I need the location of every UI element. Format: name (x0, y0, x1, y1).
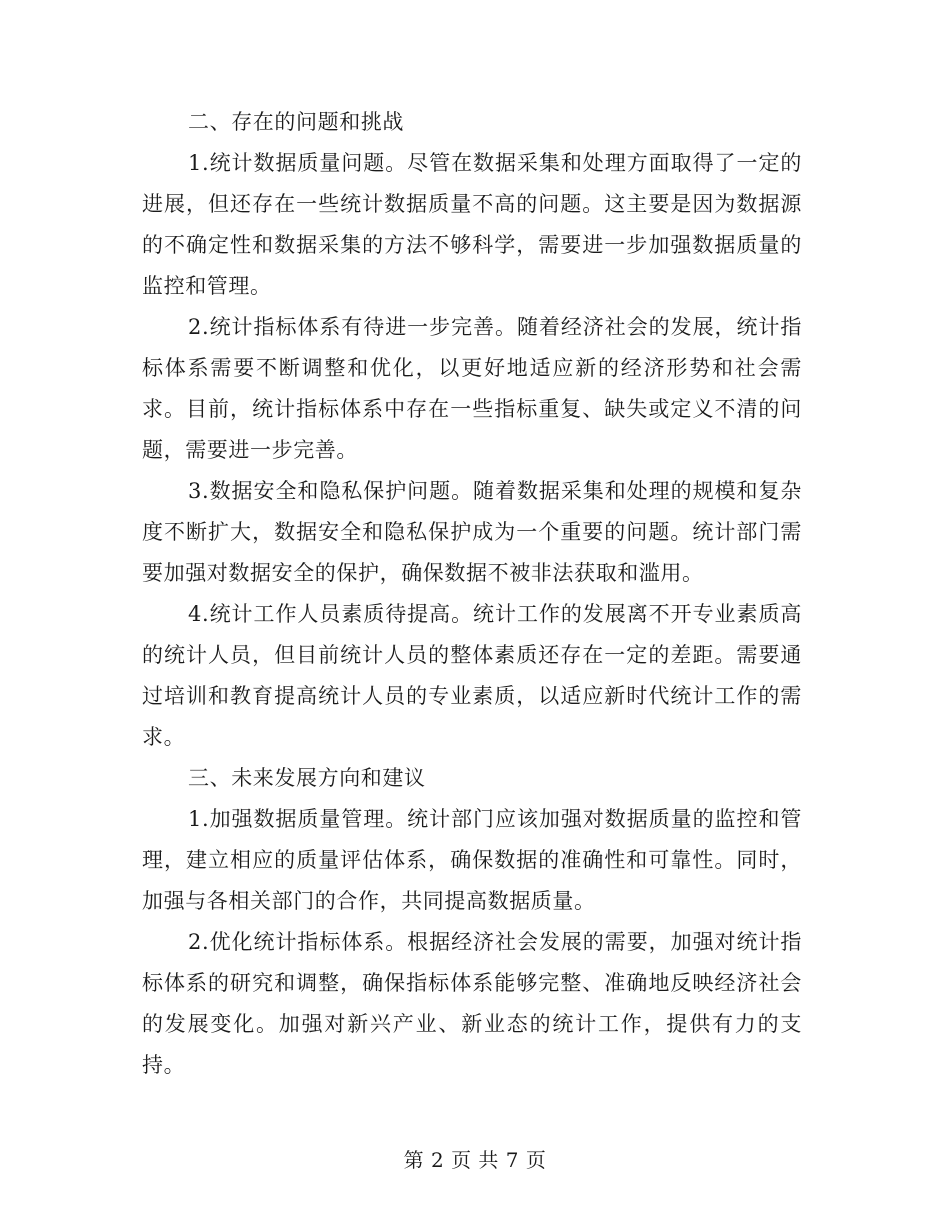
section-heading-future: 三、未来发展方向和建议 (188, 766, 426, 790)
page-number-footer: 第 2 页 共 7 页 (403, 1148, 547, 1172)
paragraph-quality-management: 1.加强数据质量管理。统计部门应该加强对数据质量的监控和管理，建立相应的质量评估体系，确保数据的准确性和可靠性。同时，加强与各相关部门的合作，共同提高数据质量。 (142, 807, 802, 913)
section-heading-problems: 二、存在的问题和挑战 (188, 110, 404, 134)
paragraph-optimize-indicators: 2.优化统计指标体系。根据经济社会发展的需要，加强对统计指标体系的研究和调整，确保指标体系能够完整、准确地反映经济社会的发展变化。加强对新兴产业、新业态的统计工作，提供有力的支持。 (142, 930, 802, 1077)
paragraph-staff-quality: 4.统计工作人员素质待提高。统计工作的发展离不开专业素质高的统计人员，但目前统计人员的整体素质还存在一定的差距。需要通过培训和教育提高统计人员的专业素质，以适应新时代统计工作的需求。 (142, 602, 802, 749)
document-body (142, 102, 802, 1086)
paragraph-data-security: 3.数据安全和隐私保护问题。随着数据采集和处理的规模和复杂度不断扩大，数据安全和隐私保护成为一个重要的问题。统计部门需要加强对数据安全的保护，确保数据不被非法获取和滥用。 (142, 479, 802, 585)
paragraph-data-quality: 1.统计数据质量问题。尽管在数据采集和处理方面取得了一定的进展，但还存在一些统计数据质量不高的问题。这主要是因为数据源的不确定性和数据采集的方法不够科学，需要进一步加强数据质量的监控和管理。 (142, 151, 802, 298)
paragraph-indicator-system: 2.统计指标体系有待进一步完善。随着经济社会的发展，统计指标体系需要不断调整和优化，以更好地适应新的经济形势和社会需求。目前，统计指标体系中存在一些指标重复、缺失或定义不清的问题，需要进一步完善。 (142, 315, 802, 462)
